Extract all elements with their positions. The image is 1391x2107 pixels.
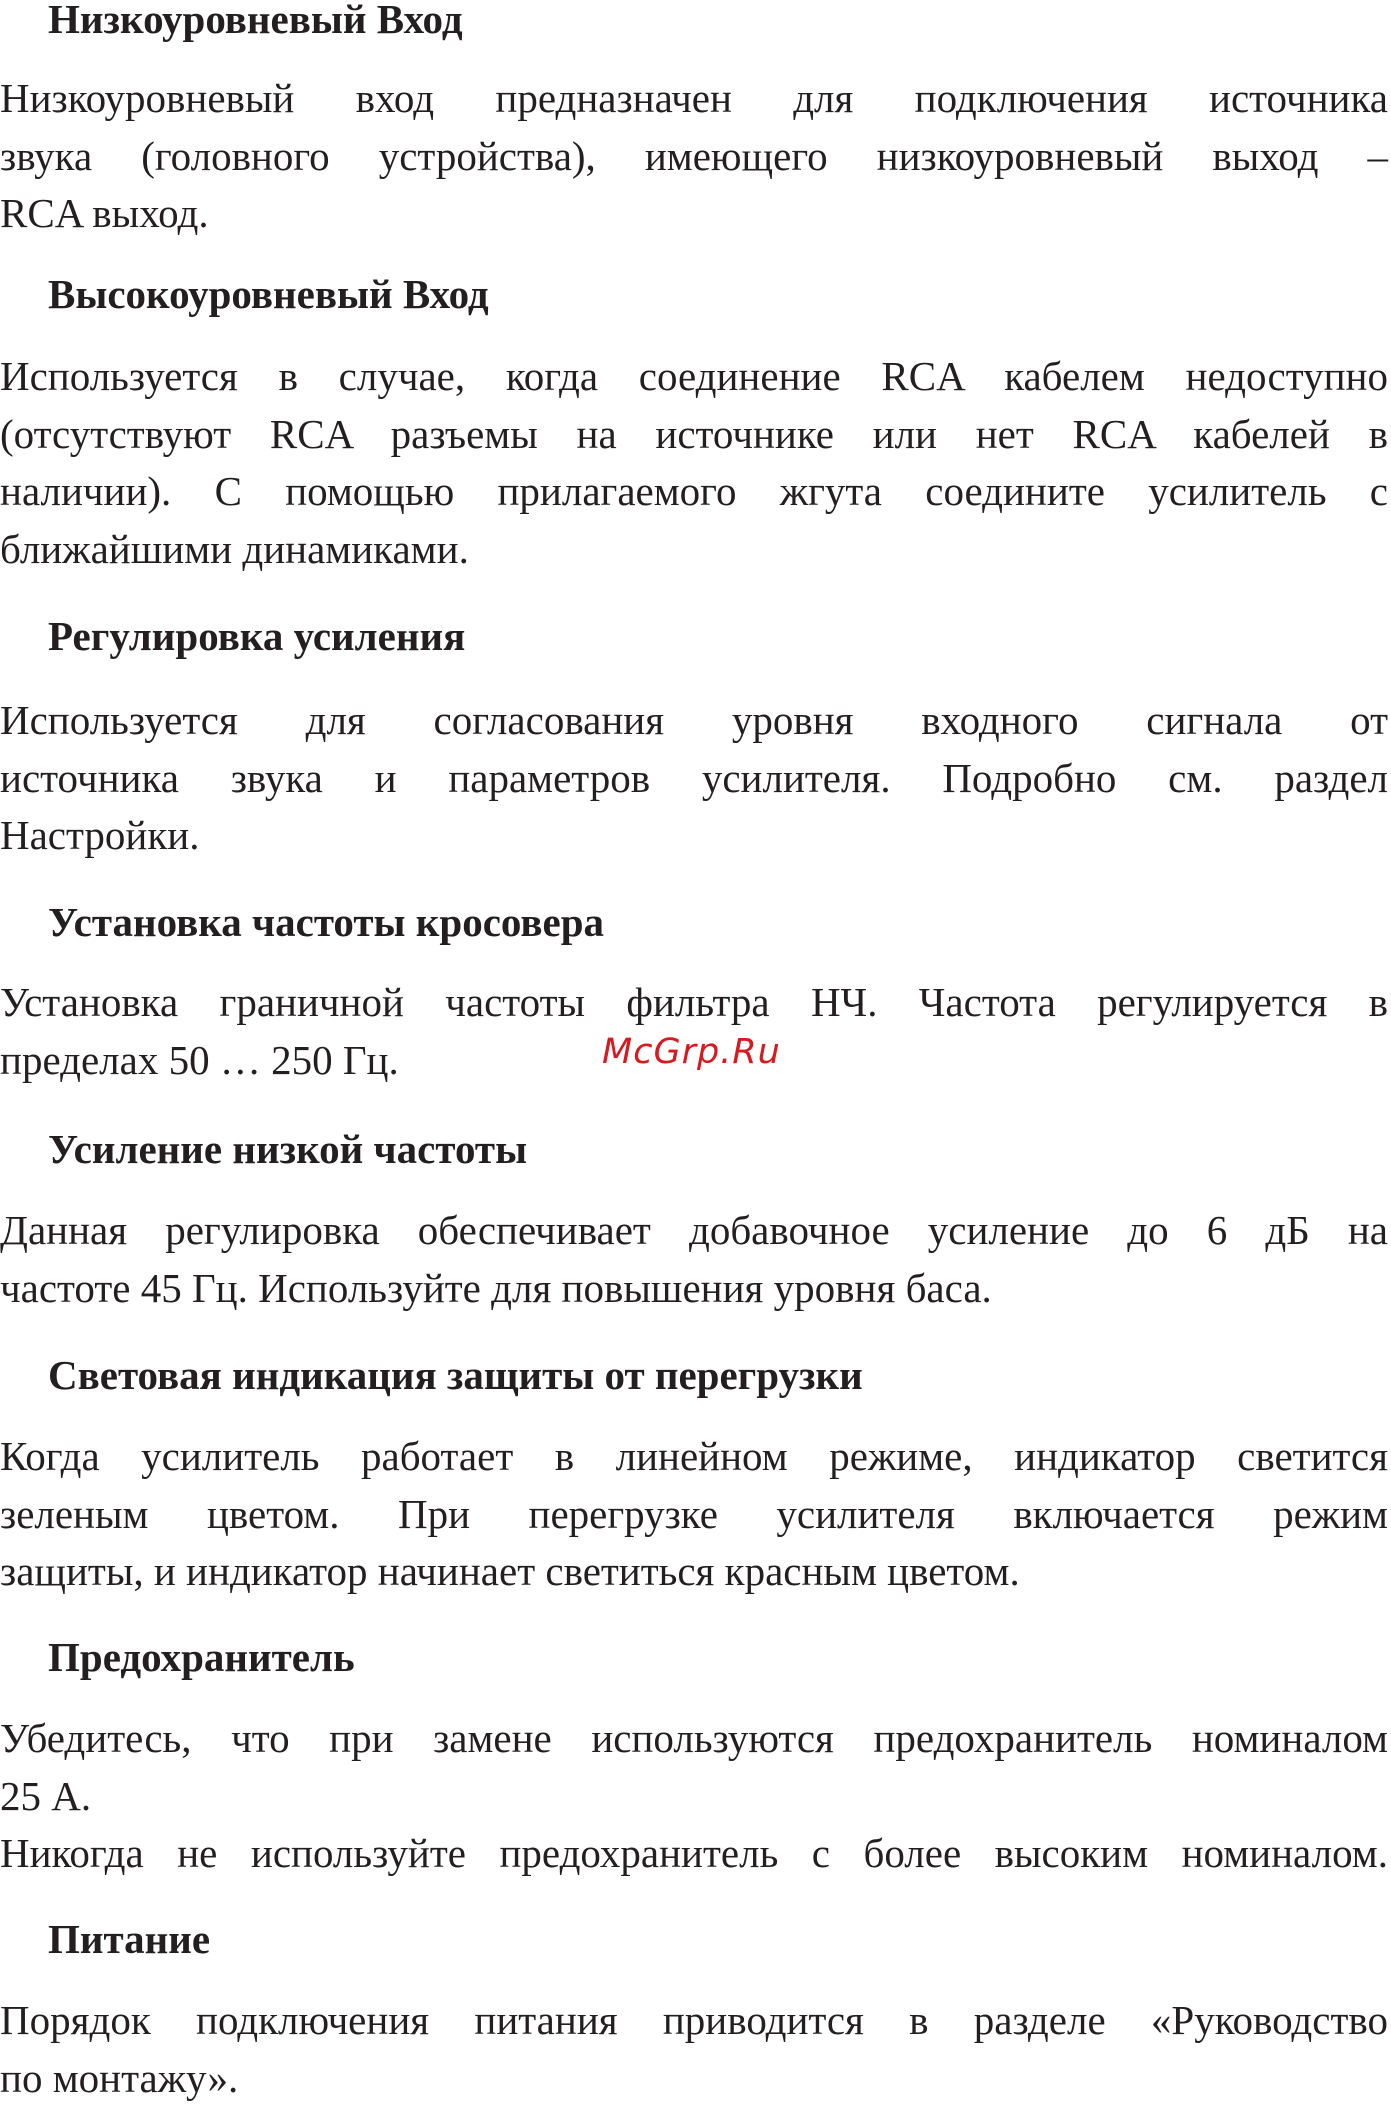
text-line: ближайшими динамиками.	[0, 521, 1388, 579]
text-line: Настройки.	[0, 807, 1388, 865]
text-line: частоте 45 Гц. Используйте для повышения уровня баса.	[0, 1260, 1388, 1318]
section-body-high-level-input	[0, 348, 1388, 578]
section-heading-bass-boost: Усиление низкой частоты	[48, 1124, 527, 1174]
section-body-bass-boost	[0, 1202, 1388, 1317]
text-line: пределах 50 … 250 Гц.	[0, 1032, 1388, 1090]
text-line: Никогда не используйте предохранитель с более высоким номиналом.	[0, 1825, 1388, 1883]
text-line: звука (головного устройства), имеющего низкоуровневый выход –	[0, 128, 1388, 186]
section-heading-low-level-input: Низкоуровневый Вход	[48, 0, 463, 44]
watermark: McGrp.Ru	[602, 1032, 781, 1072]
text-line: защиты, и индикатор начинает светиться красным цветом.	[0, 1543, 1388, 1601]
text-line: зеленым цветом. При перегрузке усилителя включается режим	[0, 1486, 1388, 1544]
section-heading-overload-indicator: Световая индикация защиты от перегрузки	[48, 1350, 863, 1400]
text-line: источника звука и параметров усилителя. Подробно см. раздел	[0, 750, 1388, 808]
section-heading-fuse: Предохранитель	[48, 1632, 355, 1682]
section-body-power	[0, 1992, 1388, 2107]
text-line: Установка граничной частоты фильтра НЧ. Частота регулируется в	[0, 974, 1388, 1032]
text-line: Когда усилитель работает в линейном режиме, индикатор светится	[0, 1428, 1388, 1486]
section-body-overload-indicator	[0, 1428, 1388, 1601]
section-heading-high-level-input: Высокоуровневый Вход	[48, 269, 489, 319]
text-line: наличии). С помощью прилагаемого жгута соедините усилитель с	[0, 463, 1388, 521]
section-body-fuse	[0, 1710, 1388, 1883]
section-heading-power: Питание	[48, 1914, 210, 1964]
text-line: Убедитесь, что при замене используются предохранитель номиналом	[0, 1710, 1388, 1768]
text-line: Используется для согласования уровня входного сигнала от	[0, 692, 1388, 750]
text-line: Используется в случае, когда соединение RCA кабелем недоступно	[0, 348, 1388, 406]
section-body-low-level-input	[0, 70, 1388, 243]
text-line: Данная регулировка обеспечивает добавочное усиление до 6 дБ на	[0, 1202, 1388, 1260]
section-heading-crossover-frequency: Установка частоты кросовера	[48, 897, 604, 947]
text-line: по монтажу».	[0, 2050, 1388, 2107]
text-line: Порядок подключения питания приводится в разделе «Руководство	[0, 1992, 1388, 2050]
section-heading-gain-control: Регулировка усиления	[48, 611, 465, 661]
text-line: (отсутствуют RCA разъемы на источнике или нет RCA кабелей в	[0, 406, 1388, 464]
text-line: RCA выход.	[0, 185, 1388, 243]
text-line: 25 А.	[0, 1768, 1388, 1826]
text-line: Низкоуровневый вход предназначен для подключения источника	[0, 70, 1388, 128]
section-body-gain-control	[0, 692, 1388, 865]
